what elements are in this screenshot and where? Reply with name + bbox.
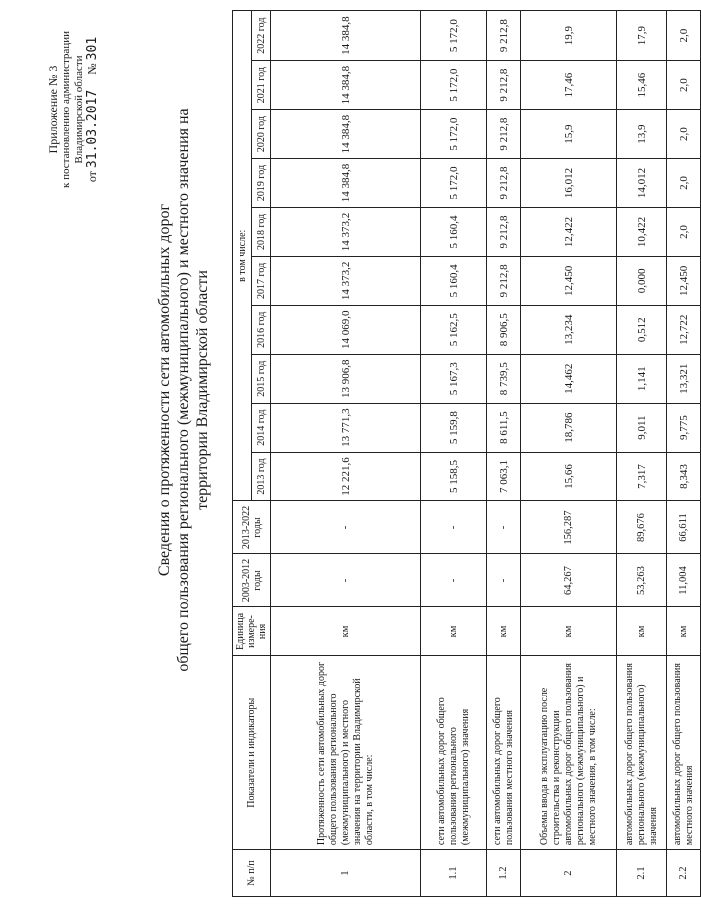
row-number: 2 xyxy=(521,850,617,897)
cell-2015: 14,462 xyxy=(521,354,617,403)
cell-2015: 1,141 xyxy=(617,354,667,403)
cell-2013: 12 221,6 xyxy=(271,452,421,501)
row-2013-2022: - xyxy=(421,501,487,554)
row-unit: км xyxy=(271,607,421,656)
cell-2021: 17,46 xyxy=(521,61,617,110)
row-number: 1 xyxy=(271,850,421,897)
appendix-line2: к постановлению администрации xyxy=(60,31,72,188)
row-unit: км xyxy=(667,607,701,656)
header-year: 2021 год xyxy=(252,61,271,110)
row-2003-2012: 64,267 xyxy=(521,554,617,607)
appendix-line3: Владимирской области xyxy=(73,55,85,164)
header-year: 2013 год xyxy=(252,452,271,501)
cell-2018: 10,422 xyxy=(617,207,667,256)
cell-2021: 14 384,8 xyxy=(271,61,421,110)
cell-2013: 15,66 xyxy=(521,452,617,501)
header-indicator: Показатели и индикаторы xyxy=(233,656,271,850)
table-row xyxy=(271,11,421,897)
header-year: 2019 год xyxy=(252,159,271,208)
cell-2020: 15,9 xyxy=(521,110,617,159)
row-unit: км xyxy=(521,607,617,656)
row-number: 1.2 xyxy=(487,850,521,897)
header-year: 2014 год xyxy=(252,403,271,452)
cell-2017: 12,450 xyxy=(667,256,701,305)
cell-2017: 5 160,4 xyxy=(421,256,487,305)
row-indicator: сети автомобильных дорог общего пользования местного значения xyxy=(487,656,521,850)
table-row xyxy=(521,11,617,897)
row-2013-2022: 156,287 xyxy=(521,501,617,554)
cell-2015: 5 167,3 xyxy=(421,354,487,403)
header-2013-2022: 2013-2022 годы xyxy=(233,501,271,554)
cell-2022: 14 384,8 xyxy=(271,11,421,61)
row-indicator: автомобильных дорог общего пользования местного значения xyxy=(667,656,701,850)
title-line2: общего пользования регионального (межмуниципального) и местного значения на территории Владимирской области xyxy=(175,108,211,672)
cell-2019: 9 212,8 xyxy=(487,159,521,208)
roads-table xyxy=(232,10,701,897)
header-num: № п/п xyxy=(233,850,271,897)
cell-2016: 0,512 xyxy=(617,305,667,354)
row-unit: км xyxy=(487,607,521,656)
date-prefix: от xyxy=(85,171,99,183)
cell-2014: 13 771,3 xyxy=(271,403,421,452)
table-row xyxy=(421,11,487,897)
header-year: 2015 год xyxy=(252,354,271,403)
cell-2021: 9 212,8 xyxy=(487,61,521,110)
table-row xyxy=(667,11,701,897)
cell-2016: 8 906,5 xyxy=(487,305,521,354)
row-indicator: Протяженность сети автомобильных дорог общего пользования регионального (межмуниципального) и местного значения на территории Владимирской области, в том числе: xyxy=(271,656,421,850)
order-number: 301 xyxy=(85,36,100,61)
row-2013-2022: - xyxy=(487,501,521,554)
cell-2017: 12,450 xyxy=(521,256,617,305)
header-year: 2022 год xyxy=(252,11,271,61)
cell-2020: 13,9 xyxy=(617,110,667,159)
cell-2022: 9 212,8 xyxy=(487,11,521,61)
cell-2022: 2,0 xyxy=(667,11,701,61)
cell-2016: 5 162,5 xyxy=(421,305,487,354)
cell-2016: 13,234 xyxy=(521,305,617,354)
cell-2019: 14,012 xyxy=(617,159,667,208)
appendix-block xyxy=(47,22,99,197)
table-row xyxy=(487,11,521,897)
cell-2017: 14 373,2 xyxy=(271,256,421,305)
header-year: 2016 год xyxy=(252,305,271,354)
table-row xyxy=(617,11,667,897)
cell-2019: 14 384,8 xyxy=(271,159,421,208)
order-line xyxy=(86,22,99,197)
cell-2014: 9,775 xyxy=(667,403,701,452)
row-2013-2022: 66,611 xyxy=(667,501,701,554)
number-prefix: № xyxy=(85,63,99,75)
cell-2014: 8 611,5 xyxy=(487,403,521,452)
header-year: 2018 год xyxy=(252,207,271,256)
cell-2021: 2,0 xyxy=(667,61,701,110)
header-unit: Единица измере-ния xyxy=(233,607,271,656)
cell-2013: 5 158,5 xyxy=(421,452,487,501)
cell-2013: 7 063,1 xyxy=(487,452,521,501)
cell-2020: 5 172,0 xyxy=(421,110,487,159)
cell-2018: 5 160,4 xyxy=(421,207,487,256)
cell-2020: 9 212,8 xyxy=(487,110,521,159)
cell-2013: 7,317 xyxy=(617,452,667,501)
cell-2016: 14 069,0 xyxy=(271,305,421,354)
header-including: в том числе: xyxy=(233,11,252,502)
header-year: 2020 год xyxy=(252,110,271,159)
row-2003-2012: - xyxy=(271,554,421,607)
row-unit: км xyxy=(421,607,487,656)
cell-2021: 5 172,0 xyxy=(421,61,487,110)
cell-2018: 2,0 xyxy=(667,207,701,256)
row-2013-2022: 89,676 xyxy=(617,501,667,554)
row-number: 2.1 xyxy=(617,850,667,897)
row-2003-2012: - xyxy=(421,554,487,607)
cell-2022: 5 172,0 xyxy=(421,11,487,61)
cell-2015: 13,321 xyxy=(667,354,701,403)
cell-2018: 12,422 xyxy=(521,207,617,256)
row-2003-2012: 53,263 xyxy=(617,554,667,607)
row-indicator: Объемы ввода в эксплуатацию после строительства и реконструкции автомобильных дорог общего пользования регионального (межмуниципального) и местного значения, в том числе: xyxy=(521,656,617,850)
cell-2016: 12,722 xyxy=(667,305,701,354)
cell-2015: 8 739,5 xyxy=(487,354,521,403)
cell-2014: 9,011 xyxy=(617,403,667,452)
cell-2017: 9 212,8 xyxy=(487,256,521,305)
row-2003-2012: 11,004 xyxy=(667,554,701,607)
cell-2014: 18,786 xyxy=(521,403,617,452)
header-2003-2012: 2003-2012 годы xyxy=(233,554,271,607)
cell-2015: 13 906,8 xyxy=(271,354,421,403)
document-title xyxy=(155,75,212,705)
cell-2021: 15,46 xyxy=(617,61,667,110)
cell-2014: 5 159,8 xyxy=(421,403,487,452)
cell-2022: 19,9 xyxy=(521,11,617,61)
row-number: 1.1 xyxy=(421,850,487,897)
header-year: 2017 год xyxy=(252,256,271,305)
cell-2019: 2,0 xyxy=(667,159,701,208)
cell-2018: 9 212,8 xyxy=(487,207,521,256)
cell-2022: 17,9 xyxy=(617,11,667,61)
title-line1: Сведения о протяженности сети автомобильных дорог xyxy=(156,203,173,577)
cell-2013: 8,343 xyxy=(667,452,701,501)
row-2013-2022: - xyxy=(271,501,421,554)
cell-2020: 14 384,8 xyxy=(271,110,421,159)
row-number: 2.2 xyxy=(667,850,701,897)
cell-2019: 5 172,0 xyxy=(421,159,487,208)
row-indicator: сети автомобильных дорог общего пользования регионального (межмуниципального) значения xyxy=(421,656,487,850)
row-2003-2012: - xyxy=(487,554,521,607)
header-row-1 xyxy=(233,11,252,897)
order-date: 31.03.2017 xyxy=(85,89,100,169)
cell-2017: 0,000 xyxy=(617,256,667,305)
appendix-number: Приложение № 3 xyxy=(46,65,60,154)
row-unit: км xyxy=(617,607,667,656)
row-indicator: автомобильных дорог общего пользования регионального (межмуниципального) значения xyxy=(617,656,667,850)
cell-2019: 16,012 xyxy=(521,159,617,208)
cell-2018: 14 373,2 xyxy=(271,207,421,256)
cell-2020: 2,0 xyxy=(667,110,701,159)
